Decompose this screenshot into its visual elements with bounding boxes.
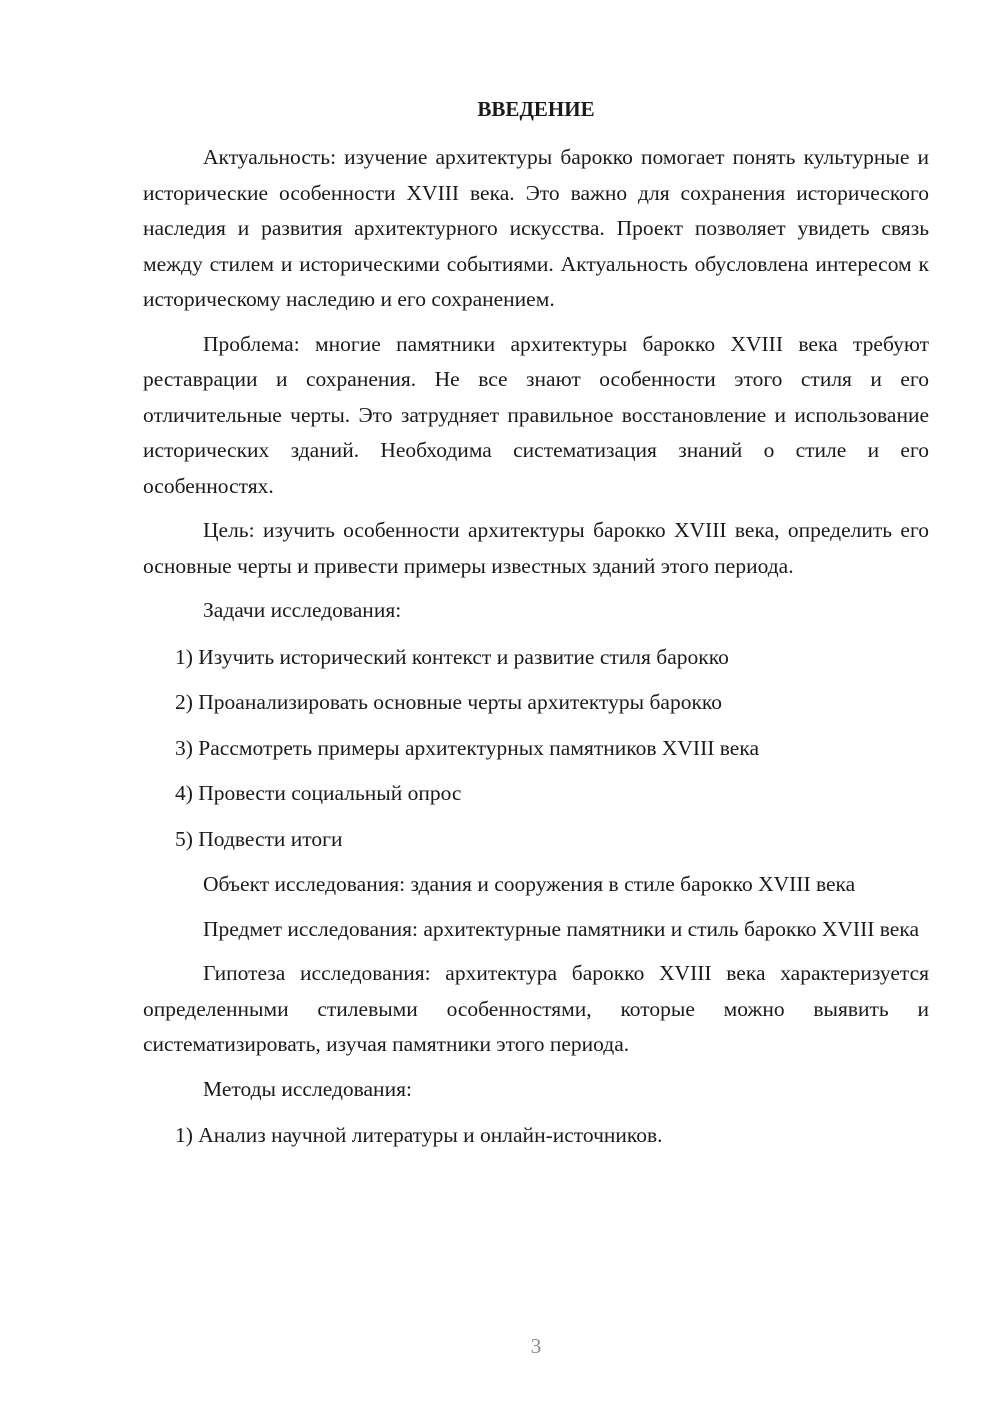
subject-paragraph: Предмет исследования: архитектурные памятники и стиль барокко XVIII века (203, 916, 920, 941)
tasks-heading: Задачи исследования: (203, 598, 402, 622)
document-page (143, 92, 929, 1164)
method-item: 1) Анализ научной литературы и онлайн-источников. (175, 1123, 663, 1147)
task-item: 1) Изучить исторический контекст и развитие стиля барокко (175, 644, 729, 669)
task-item: 5) Подвести итоги (175, 826, 343, 851)
goal-paragraph: Цель: изучить особенности архитектуры барокко XVIII века, определить его основные черты и привести примеры известных зданий этого периода. (143, 518, 929, 578)
task-item: 3) Рассмотреть примеры архитектурных памятников XVIII века (175, 735, 760, 760)
hypothesis-paragraph: Гипотеза исследования: архитектура барокко XVIII века характеризуется определенными стилевыми особенностями, которые можно выявить и систематизировать, изучая памятники этого периода. (143, 961, 929, 1056)
task-item: 2) Проанализировать основные черты архитектуры барокко (175, 690, 723, 714)
object-paragraph: Объект исследования: здания и сооружения в стиле барокко XVIII века (203, 872, 856, 896)
task-item: 4) Провести социальный опрос (175, 781, 462, 805)
problem-paragraph: Проблема: многие памятники архитектуры барокко XVIII века требуют реставрации и сохранения. Не все знают особенности этого стиля и его отличительные черты. Это затрудняет правильное восстановление и использование исторических зданий. Необходима систематизация знаний о стиле и его особенностях. (143, 331, 929, 498)
section-title: ВВЕДЕНИЕ (477, 97, 595, 121)
methods-heading: Методы исследования: (203, 1076, 412, 1101)
page-number: 3 (530, 1334, 542, 1358)
relevance-paragraph: Актуальность: изучение архитектуры барокко помогает понять культурные и исторические особенности XVIII века. Это важно для сохранения исторического наследия и развития архитектурного искусства. Проект позволяет увидеть связь между стилем и историческими событиями. Актуальность обусловлена интересом к историческому наследию и его сохранением. (143, 145, 929, 311)
